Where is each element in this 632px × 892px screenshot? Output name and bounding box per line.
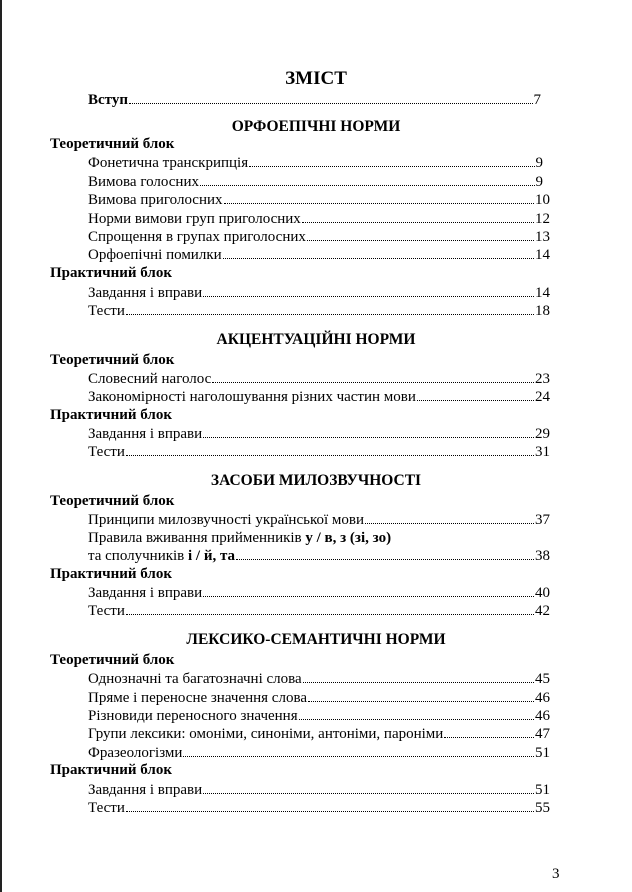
toc-entry[interactable] — [88, 154, 543, 172]
toc-entry-label: Тести — [88, 303, 125, 319]
toc-entry-page: 46 — [535, 708, 550, 724]
section-title-accentuation: АКЦЕНТУАЦІЙНІ НОРМИ — [216, 331, 416, 348]
block-label-practice: Практичний блок — [50, 762, 172, 778]
toc-entry-page: 7 — [533, 92, 541, 108]
dot-leader — [302, 210, 534, 223]
block-label-theory: Теоретичний блок — [50, 352, 175, 368]
toc-entry[interactable] — [88, 388, 550, 406]
dot-leader — [249, 154, 534, 167]
toc-entry-page: 40 — [535, 585, 550, 601]
toc-entry-page: 24 — [535, 389, 550, 405]
toc-entry-label: Завдання і вправи — [88, 782, 203, 798]
dot-leader — [129, 91, 533, 104]
dot-leader — [203, 425, 534, 438]
toc-entry[interactable] — [88, 689, 550, 707]
toc-title: ЗМІСТ — [285, 68, 347, 89]
toc-entry-label: Закономірності наголошування різних частин мови — [88, 389, 416, 405]
dot-leader — [224, 191, 534, 204]
toc-entry-label — [88, 547, 235, 565]
toc-entry-page: 51 — [535, 782, 550, 798]
toc-entry[interactable] — [88, 173, 543, 191]
toc-entry-label: Принципи милозвучності української мови — [88, 512, 365, 528]
toc-entry-intro[interactable] — [88, 91, 541, 109]
toc-entry-page: 37 — [535, 512, 550, 528]
toc-entry[interactable] — [88, 370, 550, 388]
toc-entry-label: Фонетична транскрипція — [88, 155, 249, 171]
toc-entry-label: Орфоепічні помилки — [88, 247, 222, 263]
dot-leader — [417, 388, 534, 401]
toc-entry-page: 12 — [535, 211, 550, 227]
toc-entry-page: 10 — [535, 192, 550, 208]
toc-entry[interactable] — [88, 228, 550, 246]
block-label-practice: Практичний блок — [50, 407, 172, 423]
block-label-practice: Практичний блок — [50, 265, 172, 281]
toc-entry-page: 51 — [535, 745, 550, 761]
toc-entry-page: 45 — [535, 671, 550, 687]
toc-entry-label: Однозначні та багатозначні слова — [88, 671, 302, 687]
toc-entry-page: 9 — [535, 155, 543, 171]
block-label-practice: Практичний блок — [50, 566, 172, 582]
block-label-theory: Теоретичний блок — [50, 493, 175, 509]
dot-leader — [203, 284, 534, 297]
toc-entry-label: Завдання і вправи — [88, 426, 203, 442]
toc-entry[interactable] — [88, 443, 550, 461]
toc-entry[interactable] — [88, 799, 550, 817]
toc-entry-label: Фразеологізми — [88, 745, 183, 761]
toc-entry-multiline-first-line[interactable] — [88, 529, 391, 547]
toc-entry-page: 13 — [535, 229, 550, 245]
toc-entry-page: 23 — [535, 371, 550, 387]
toc-entry-multiline-second-line[interactable] — [88, 547, 550, 565]
toc-entry-page: 18 — [535, 303, 550, 319]
toc-entry-page: 42 — [535, 603, 550, 619]
toc-entry[interactable] — [88, 602, 550, 620]
toc-entry-label: Тести — [88, 800, 125, 816]
section-title-euphony: ЗАСОБИ МИЛОЗВУЧНОСТІ — [210, 472, 422, 489]
toc-entry[interactable] — [88, 781, 550, 799]
toc-entry[interactable] — [88, 744, 550, 762]
toc-entry[interactable] — [88, 511, 550, 529]
dot-leader — [126, 799, 534, 812]
toc-entry-label: Пряме і переносне значення слова — [88, 690, 307, 706]
block-label-theory: Теоретичний блок — [50, 136, 175, 152]
toc-entry-label-bold: у / в, з (зі, зо) — [305, 530, 392, 546]
toc-entry-label: Вимова голосних — [88, 174, 199, 190]
dot-leader — [126, 602, 534, 615]
toc-entry-label: Вимова приголосних — [88, 192, 223, 208]
toc-entry[interactable] — [88, 191, 550, 209]
toc-entry-label: Норми вимови груп приголосних — [88, 211, 301, 227]
toc-entry[interactable] — [88, 584, 550, 602]
toc-entry-page: 55 — [535, 800, 550, 816]
dot-leader — [365, 511, 534, 524]
dot-leader — [126, 302, 534, 315]
toc-entry[interactable] — [88, 707, 550, 725]
toc-entry-page: 14 — [535, 285, 550, 301]
toc-entry-page: 29 — [535, 426, 550, 442]
page-number: 3 — [552, 866, 560, 882]
toc-entry-page: 46 — [535, 690, 550, 706]
toc-entry-page: 9 — [535, 174, 543, 190]
section-title-orthoepic: ОРФОЕПІЧНІ НОРМИ — [231, 118, 401, 135]
dot-leader — [299, 707, 534, 720]
block-label-theory: Теоретичний блок — [50, 652, 175, 668]
dot-leader — [212, 370, 534, 383]
toc-entry-page: 47 — [535, 726, 550, 742]
dot-leader — [126, 443, 534, 456]
toc-entry[interactable] — [88, 425, 550, 443]
dot-leader — [444, 725, 534, 738]
dot-leader — [236, 547, 534, 560]
dot-leader — [203, 584, 534, 597]
toc-entry-label: Різновиди переносного значення — [88, 708, 298, 724]
toc-entry-label: Групи лексики: омоніми, синоніми, антоніми, пароніми — [88, 726, 444, 742]
dot-leader — [303, 670, 534, 683]
dot-leader — [308, 689, 534, 702]
dot-leader — [183, 744, 534, 757]
dot-leader — [200, 173, 535, 186]
toc-entry-page: 31 — [535, 444, 550, 460]
toc-entry-label: Тести — [88, 603, 125, 619]
toc-entry[interactable] — [88, 210, 550, 228]
toc-entry[interactable] — [88, 725, 550, 743]
toc-entry-label: Вступ — [88, 92, 128, 108]
toc-entry-label: Завдання і вправи — [88, 585, 203, 601]
toc-entry-label: Завдання і вправи — [88, 285, 203, 301]
toc-entry-label-text: та сполучників — [88, 548, 189, 564]
toc-entry[interactable] — [88, 284, 550, 302]
toc-entry-label-bold: і / й, та — [188, 548, 236, 564]
toc-entry[interactable] — [88, 246, 550, 264]
toc-entry-page: 14 — [535, 247, 550, 263]
dot-leader — [223, 246, 534, 259]
toc-entry-label: Правила вживання прийменників — [88, 530, 306, 546]
toc-entry-label: Словесний наголос — [88, 371, 212, 387]
toc-entry-page: 38 — [535, 548, 550, 564]
dot-leader — [203, 781, 534, 794]
dot-leader — [307, 228, 534, 241]
toc-entry-label: Тести — [88, 444, 125, 460]
toc-entry[interactable] — [88, 302, 550, 320]
section-title-lexical-semantic: ЛЕКСИКО-СЕМАНТИЧНІ НОРМИ — [186, 631, 446, 648]
toc-entry-label: Спрощення в групах приголосних — [88, 229, 306, 245]
toc-entry[interactable] — [88, 670, 550, 688]
